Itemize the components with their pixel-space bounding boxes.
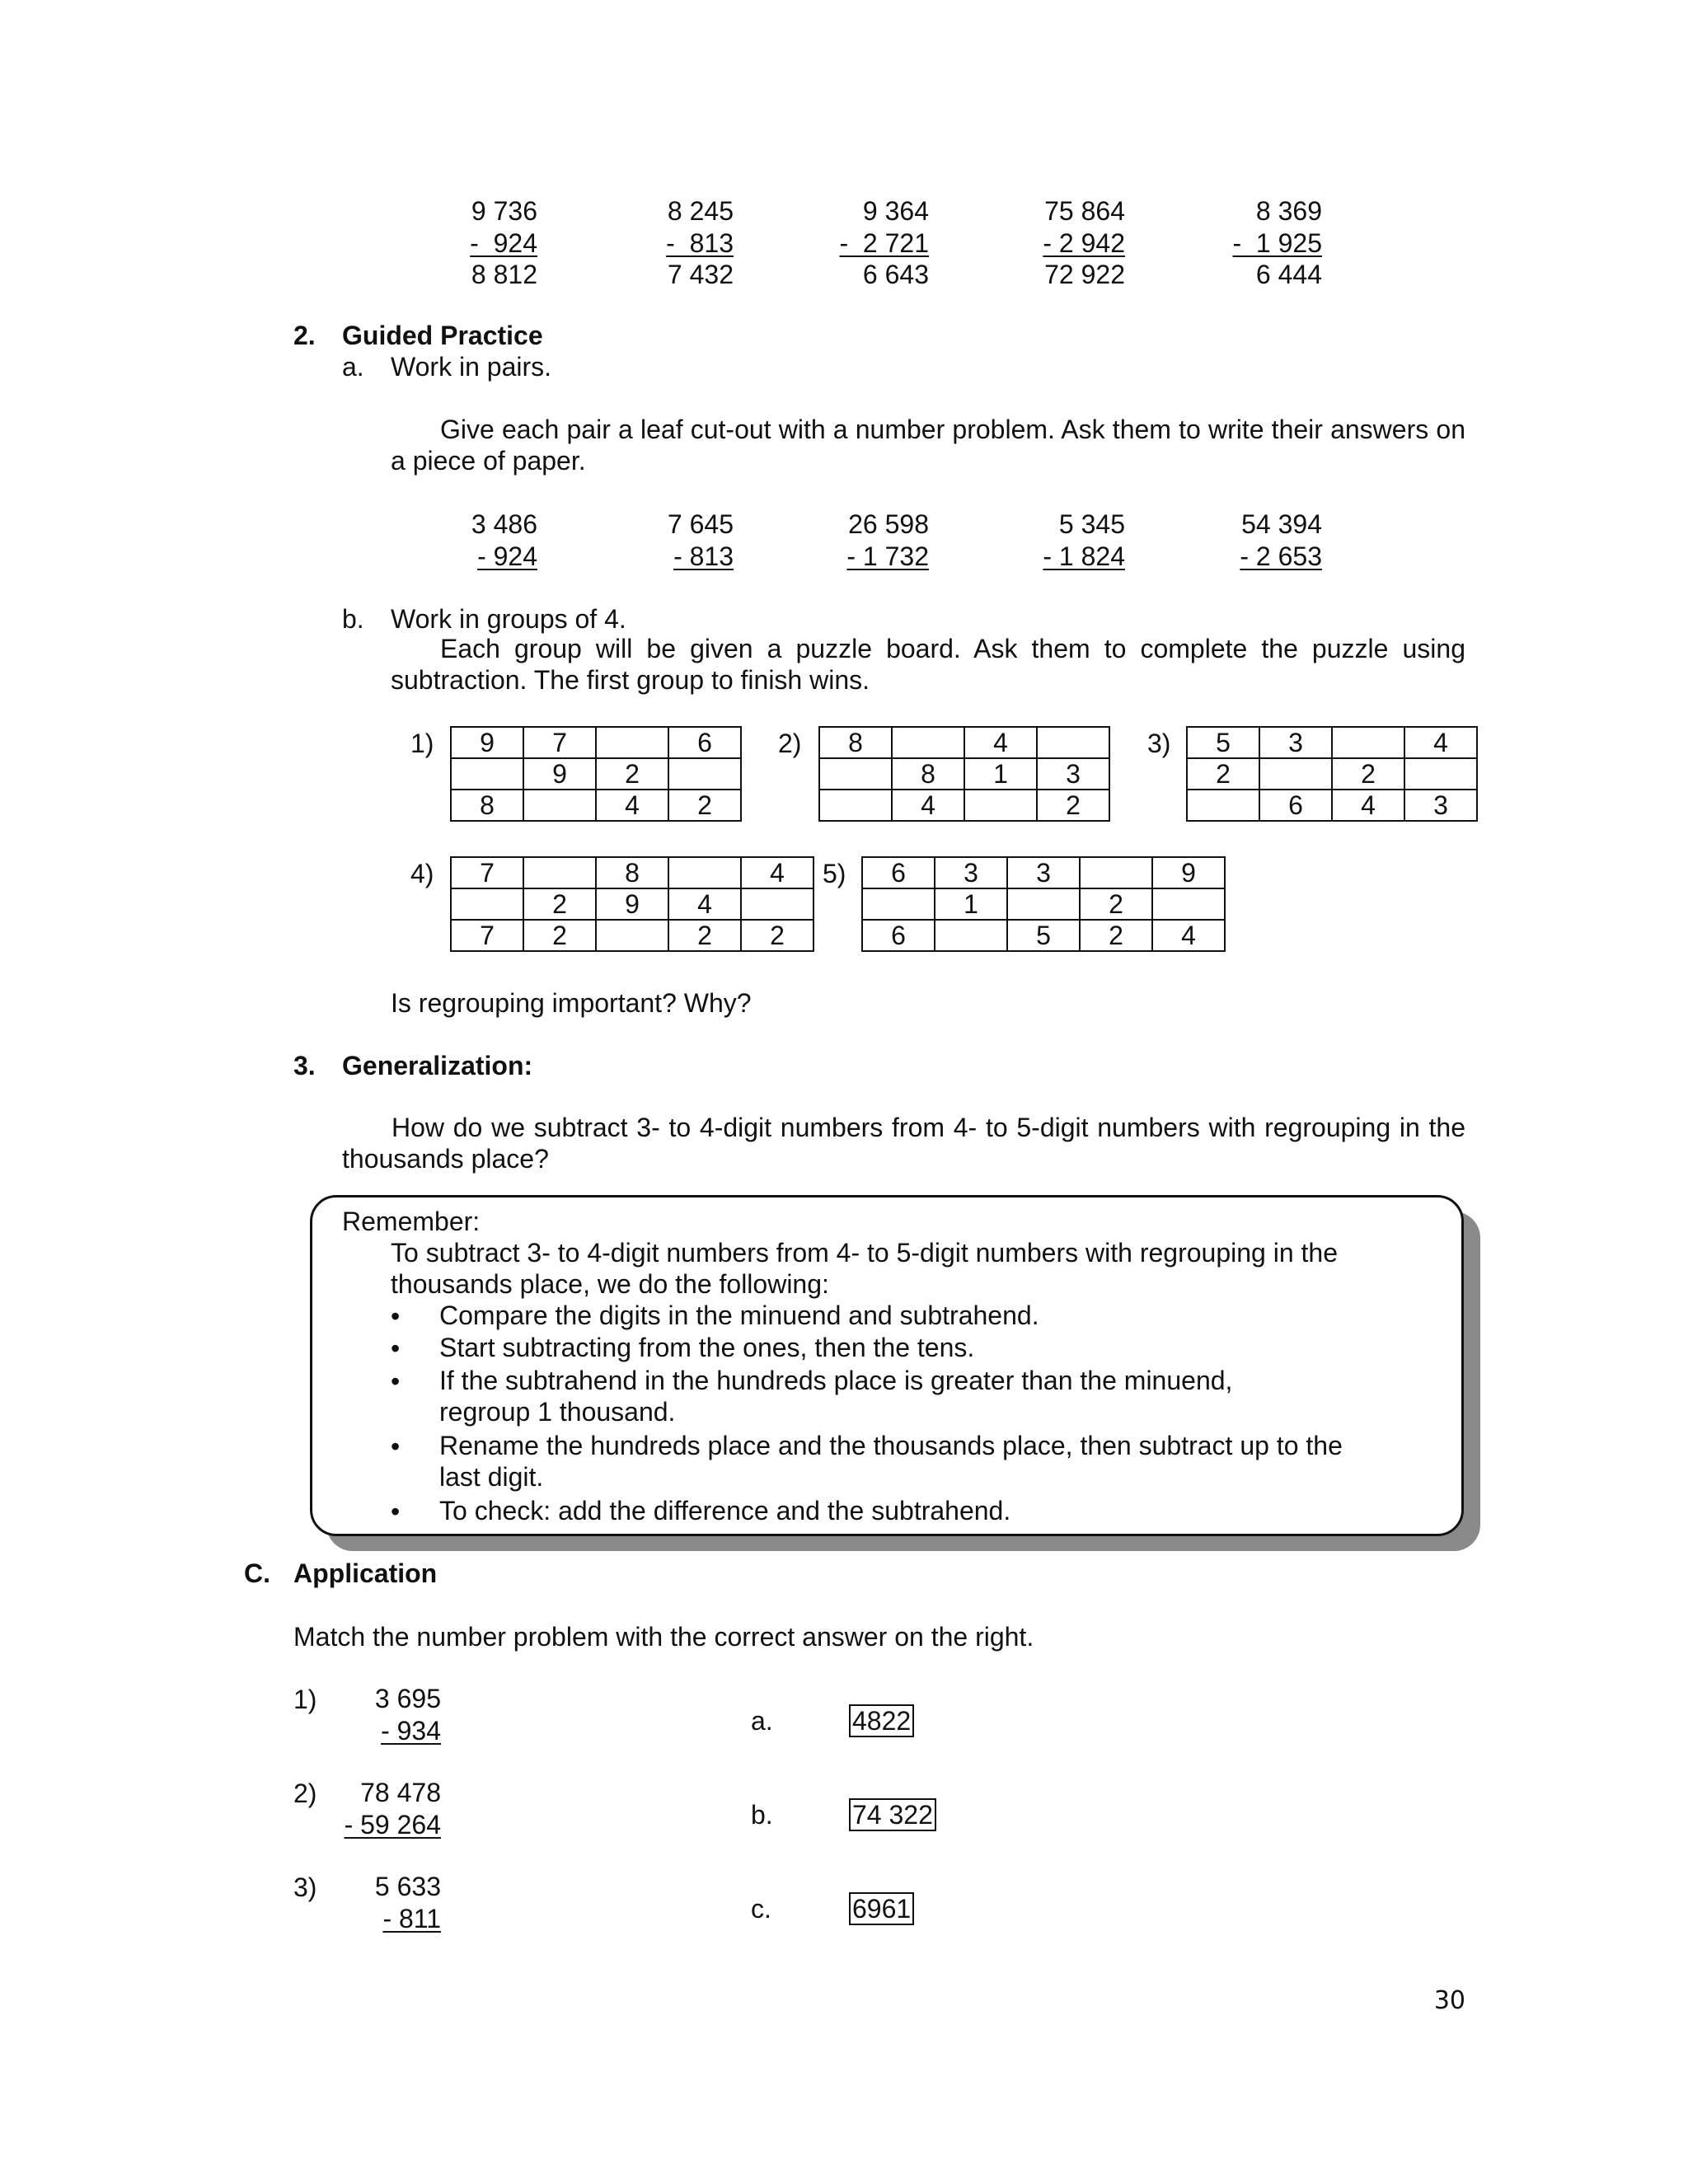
puzzle-cell: 4 [741,857,814,888]
puzzle-board-4 [450,856,814,952]
puzzle-cell: 4 [596,790,668,821]
difference: 6 643 [862,260,929,289]
minuend: 3 486 [471,509,537,539]
puzzle-cell: 6 [862,857,935,888]
puzzle-label: 4) [410,859,434,888]
puzzle-cell: 4 [892,790,964,821]
difference: 6 444 [1255,260,1322,289]
puzzle-cell [596,920,668,951]
subtrahend: - 1 925 [1232,227,1322,258]
puzzle-cell: 2 [1037,790,1109,821]
puzzle-cell: 5 [1007,920,1080,951]
puzzle-cell: 6 [862,920,935,951]
answer-box: 6961 [849,1892,914,1925]
puzzle-cell: 3 [1259,727,1332,758]
puzzle-cell: 2 [1080,920,1152,951]
problem-label: 3) [293,1872,317,1902]
remember-title: Remember: [342,1207,481,1236]
answer-box: 74 322 [849,1798,936,1831]
puzzle-cell [451,888,523,920]
puzzle-cell [819,790,892,821]
section-number: 2. [293,321,316,350]
puzzle-cell [1080,857,1152,888]
subtrahend: - 2 653 [1240,541,1322,571]
subtrahend: - 924 [470,227,537,258]
puzzle-board-1 [450,726,742,822]
puzzle-cell: 5 [1187,727,1259,758]
bullet-icon: • [391,1366,401,1396]
minuend: 54 394 [1241,509,1322,539]
minuend: 3 695 [374,1684,441,1713]
generalization-paragraph: How do we subtract 3- to 4-digit numbers from 4- to 5-digit numbers with regrouping in the thousands place? [342,1113,1465,1174]
puzzle-cell: 2 [1332,758,1404,790]
puzzle-cell: 6 [1259,790,1332,821]
puzzle-board-5 [861,856,1226,952]
remember-bullet: If the subtrahend in the hundreds place is greater than the minuend, regroup 1 thousand. [439,1366,1233,1427]
puzzle-cell: 8 [596,857,668,888]
difference: 7 432 [667,260,734,289]
minuend: 7 645 [667,509,734,539]
remember-intro: To subtract 3- to 4-digit numbers from 4- to 5-digit numbers with regrouping in the thousands place, we do the following: [391,1238,1338,1299]
puzzle-cell: 3 [935,857,1007,888]
item-text-b: Work in groups of 4. [391,604,626,634]
puzzle-cell [935,920,1007,951]
puzzle-label: 5) [823,859,846,888]
puzzle-cell: 2 [523,920,596,951]
puzzle-cell [1187,790,1259,821]
puzzle-cell [741,888,814,920]
remember-bullet: Compare the digits in the minuend and subtrahend. [439,1301,1039,1330]
puzzle-label: 1) [410,729,434,758]
subtrahend: - 924 [477,541,537,571]
top-problem-5 [1157,195,1322,291]
puzzle-cell [1404,758,1477,790]
bullet-icon: • [391,1432,401,1461]
top-problem-1 [373,195,537,291]
puzzle-cell: 1 [935,888,1007,920]
puzzle-cell: 2 [668,790,741,821]
minuend: 9 736 [471,196,537,226]
remember-bullet: Start subtracting from the ones, then the tens. [439,1333,975,1362]
puzzle-cell: 1 [964,758,1037,790]
guided-problem-3 [764,509,929,572]
section-title-generalization: Generalization: [342,1051,533,1080]
puzzle-cell: 9 [596,888,668,920]
item-text-a: Work in pairs. [391,352,552,382]
minuend: 9 364 [862,196,929,226]
choice-letter: b. [751,1800,773,1830]
regrouping-question: Is regrouping important? Why? [391,988,752,1018]
difference: 8 812 [471,260,537,289]
section-number: 3. [293,1051,316,1080]
guided-problem-1 [373,509,537,572]
puzzle-cell: 2 [741,920,814,951]
page-number: 30 [1433,1986,1465,2015]
section-title-application: Application [293,1558,438,1588]
subtrahend: - 1 824 [1043,541,1125,571]
puzzle-label: 2) [778,729,802,758]
top-problem-3 [764,195,929,291]
puzzle-cell [819,758,892,790]
puzzle-cell: 7 [523,727,596,758]
answer-choice-c [849,1892,914,1925]
bullet-icon: • [391,1301,401,1331]
minuend: 5 345 [1058,509,1125,539]
puzzle-cell: 4 [1332,790,1404,821]
puzzle-cell: 3 [1037,758,1109,790]
minuend: 75 864 [1044,196,1125,226]
guided-problem-4 [960,509,1125,572]
guided-problem-2 [569,509,734,572]
puzzle-cell [1007,888,1080,920]
application-problem-1 [276,1683,441,1746]
minuend: 8 369 [1255,196,1322,226]
subtrahend: - 1 732 [846,541,929,571]
bullet-icon: • [391,1333,401,1363]
puzzle-cell: 8 [451,790,523,821]
section-title-guided-practice: Guided Practice [342,321,543,350]
puzzle-cell [523,857,596,888]
choice-letter: c. [751,1894,771,1924]
puzzle-cell [1037,727,1109,758]
puzzle-cell: 3 [1007,857,1080,888]
puzzle-cell: 8 [892,758,964,790]
choice-letter: a. [751,1706,773,1736]
section-letter: C. [244,1558,270,1588]
item-letter-b: b. [342,604,364,634]
puzzle-cell: 2 [596,758,668,790]
subtrahend: - 59 264 [344,1809,441,1840]
subtrahend: - 811 [382,1903,441,1933]
paragraph-b: Each group will be given a puzzle board. Ask them to complete the puzzle using subtraction. The first group to finish wins. [391,634,1465,695]
subtrahend: - 2 942 [1043,227,1125,258]
puzzle-cell [668,758,741,790]
minuend: 26 598 [848,509,929,539]
minuend: 78 478 [360,1778,441,1807]
puzzle-cell [668,857,741,888]
subtrahend: - 2 721 [839,227,929,258]
paragraph-a: Give each pair a leaf cut-out with a number problem. Ask them to write their answers on a piece of paper. [391,415,1465,476]
puzzle-cell: 4 [1404,727,1477,758]
puzzle-cell: 2 [668,920,741,951]
puzzle-cell: 9 [523,758,596,790]
puzzle-board-2 [818,726,1110,822]
difference: 72 922 [1044,260,1125,289]
puzzle-cell: 2 [523,888,596,920]
puzzle-cell [1259,758,1332,790]
subtrahend: - 934 [381,1715,441,1746]
problem-label: 1) [293,1685,317,1714]
answer-choice-b [849,1798,936,1831]
item-letter-a: a. [342,352,364,382]
application-problem-3 [276,1871,441,1934]
puzzle-cell [964,790,1037,821]
puzzle-cell: 2 [1080,888,1152,920]
puzzle-cell [451,758,523,790]
remember-bullet: To check: add the difference and the subtrahend. [439,1496,1011,1526]
puzzle-board-3 [1186,726,1478,822]
puzzle-cell: 3 [1404,790,1477,821]
problem-label: 2) [293,1779,317,1808]
puzzle-label: 3) [1147,729,1171,758]
puzzle-cell [1332,727,1404,758]
puzzle-cell: 8 [819,727,892,758]
answer-choice-a [849,1704,914,1737]
puzzle-cell: 9 [451,727,523,758]
puzzle-cell: 2 [1187,758,1259,790]
puzzle-cell [523,790,596,821]
guided-problem-5 [1157,509,1322,572]
minuend: 8 245 [667,196,734,226]
bullet-icon: • [391,1497,401,1526]
top-problem-2 [569,195,734,291]
puzzle-cell [596,727,668,758]
top-problem-4 [960,195,1125,291]
puzzle-cell: 9 [1152,857,1225,888]
puzzle-cell: 4 [668,888,741,920]
puzzle-cell: 4 [1152,920,1225,951]
puzzle-cell [892,727,964,758]
puzzle-cell: 7 [451,920,523,951]
remember-bullet: Rename the hundreds place and the thousands place, then subtract up to the last digit. [439,1431,1343,1492]
puzzle-cell [862,888,935,920]
puzzle-cell: 7 [451,857,523,888]
subtrahend: - 813 [666,227,734,258]
application-instruction: Match the number problem with the correct answer on the right. [293,1622,1034,1652]
minuend: 5 633 [374,1872,441,1901]
application-problem-2 [276,1777,441,1840]
puzzle-cell [1152,888,1225,920]
answer-box: 4822 [849,1704,914,1737]
subtrahend: - 813 [673,541,734,571]
puzzle-cell: 6 [668,727,741,758]
puzzle-cell: 4 [964,727,1037,758]
